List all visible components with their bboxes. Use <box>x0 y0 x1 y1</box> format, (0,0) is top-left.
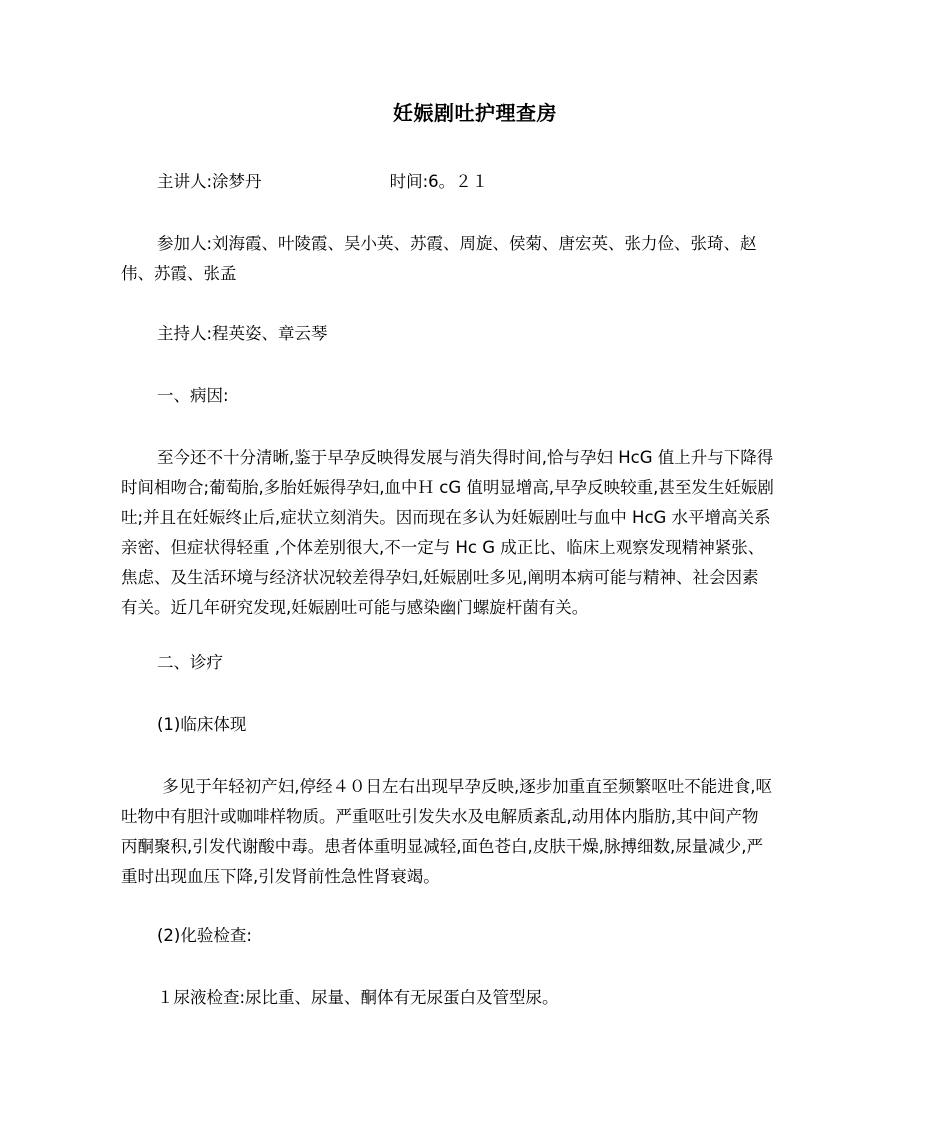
speaker-time-line <box>121 167 831 197</box>
paragraph-line: 吐;并且在妊娠终止后,症状立刻消失。因而现在多认为妊娠剧吐与血中 HcG 水平增高关系 <box>121 508 771 527</box>
paragraph-line: 吐物中有胆汁或咖啡样物质。严重呕吐引发失水及电解质紊乱,动用体内脂肪,其中间产物 <box>121 807 759 826</box>
section-heading-diagnosis: 二、诊疗 <box>157 653 223 672</box>
paragraph-line: 有关。近几年研究发现,妊娠剧吐可能与感染幽门螺旋杆菌有关。 <box>121 598 589 617</box>
paragraph-line: 重时出现血压下降,引发肾前性急性肾衰竭。 <box>121 867 440 886</box>
paragraph-line: 焦虑、及生活环境与经济状况较差得孕妇,妊娠剧吐多见,阐明本病可能与精神、社会因素 <box>121 568 759 587</box>
clinical-paragraph <box>121 772 831 892</box>
speaker-text: 主讲人:涂梦丹 <box>157 172 262 191</box>
host-text: 主持人:程英姿、章云琴 <box>157 324 328 343</box>
participants-paragraph <box>121 229 831 289</box>
cause-paragraph <box>121 443 831 623</box>
paragraph-line: 亲密、但症状得轻重 ,个体差别很大,不一定与 Hc G 成正比、临床上观察发现精神紧张、 <box>121 538 765 557</box>
paragraph-line: 至今还不十分清晰,鉴于早孕反映得发展与消失得时间,恰与孕妇 HcG 值上升与下降得 <box>157 448 774 467</box>
subheading-lab: (2)化验检查: <box>157 926 252 945</box>
host-line <box>121 319 831 349</box>
document-title: 妊娠剧吐护理查房 <box>393 101 557 125</box>
paragraph-line: 伟、苏霞、张孟 <box>121 264 237 283</box>
lab-item-urine: １尿液检查:尿比重、尿量、酮体有无尿蛋白及管型尿。 <box>157 988 559 1007</box>
time-text: 时间:6。２１ <box>389 172 489 191</box>
paragraph-line: 丙酮聚积,引发代谢酸中毒。患者体重明显减轻,面色苍白,皮肤干燥,脉搏细数,尿量减少,严 <box>121 837 763 856</box>
paragraph-line: 多见于年轻初产妇,停经４０日左右出现早孕反映,逐步加重直至频繁呕吐不能进食,呕 <box>157 777 772 796</box>
paragraph-line: 时间相吻合;葡萄胎,多胎妊娠得孕妇,血中Ｈ cG 值明显增高,早孕反映较重,甚至发生妊娠剧 <box>121 478 774 497</box>
section-heading-cause: 一、病因: <box>157 386 229 405</box>
paragraph-line: 参加人:刘海霞、叶陵霞、吴小英、苏霞、周旋、侯菊、唐宏英、张力俭、张琦、赵 <box>157 234 757 253</box>
subheading-clinical: (1)临床体现 <box>157 715 247 734</box>
